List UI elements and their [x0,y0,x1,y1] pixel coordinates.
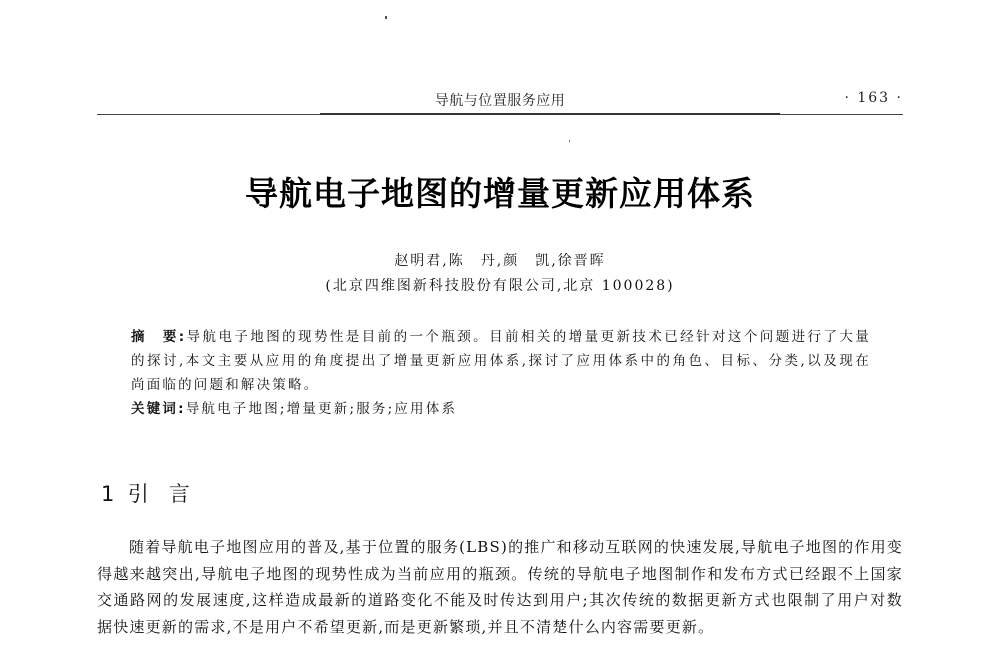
page-number: · 163 · [844,90,903,106]
running-head [97,90,903,112]
paper-title: 导航电子地图的增量更新应用体系 [245,174,755,213]
keywords-text: 导航电子地图;增量更新;服务;应用体系 [185,401,458,417]
abstract-label: 摘 要: [131,329,187,345]
abstract [131,325,871,397]
introduction-paragraph: 随着导航电子地图应用的普及,基于位置的服务(LBS)的推广和移动互联网的快速发展,导航电子地图的作用变得越来越突出,导航电子地图的现势性成为当前应用的瓶颈。传统的导航电子地图制作和发布方式已经跟不上国家交通路网的发展速度,这样造成最新的道路变化不能及时传达到用户;其次传统的数据更新方式也限制了用户对数据快速更新的需求,不是用户不希望更新,而是更新繁琐,并且不清楚什么内容需要更新。 [97,538,903,636]
scan-speck [569,140,570,142]
abstract-text: 导航电子地图的现势性是目前的一个瓶颈。目前相关的增量更新技术已经针对这个问题进行了大量的探讨,本文主要从应用的角度提出了增量更新应用体系,探讨了应用体系中的角色、目标、分类,以及现在尚面临的问题和解决策略。 [131,329,871,393]
keywords [131,397,871,421]
header-rule-accent [320,113,780,115]
author-list: 赵明君,陈 丹,颜 凯,徐晋晖 [394,253,606,269]
section-heading-introduction: 1 引 言 [101,482,190,506]
scan-speck [385,16,387,19]
keywords-label: 关键词: [131,401,186,417]
affiliation: (北京四维图新科技股份有限公司,北京 100028) [325,278,675,294]
running-head-title: 导航与位置服务应用 [434,93,566,109]
